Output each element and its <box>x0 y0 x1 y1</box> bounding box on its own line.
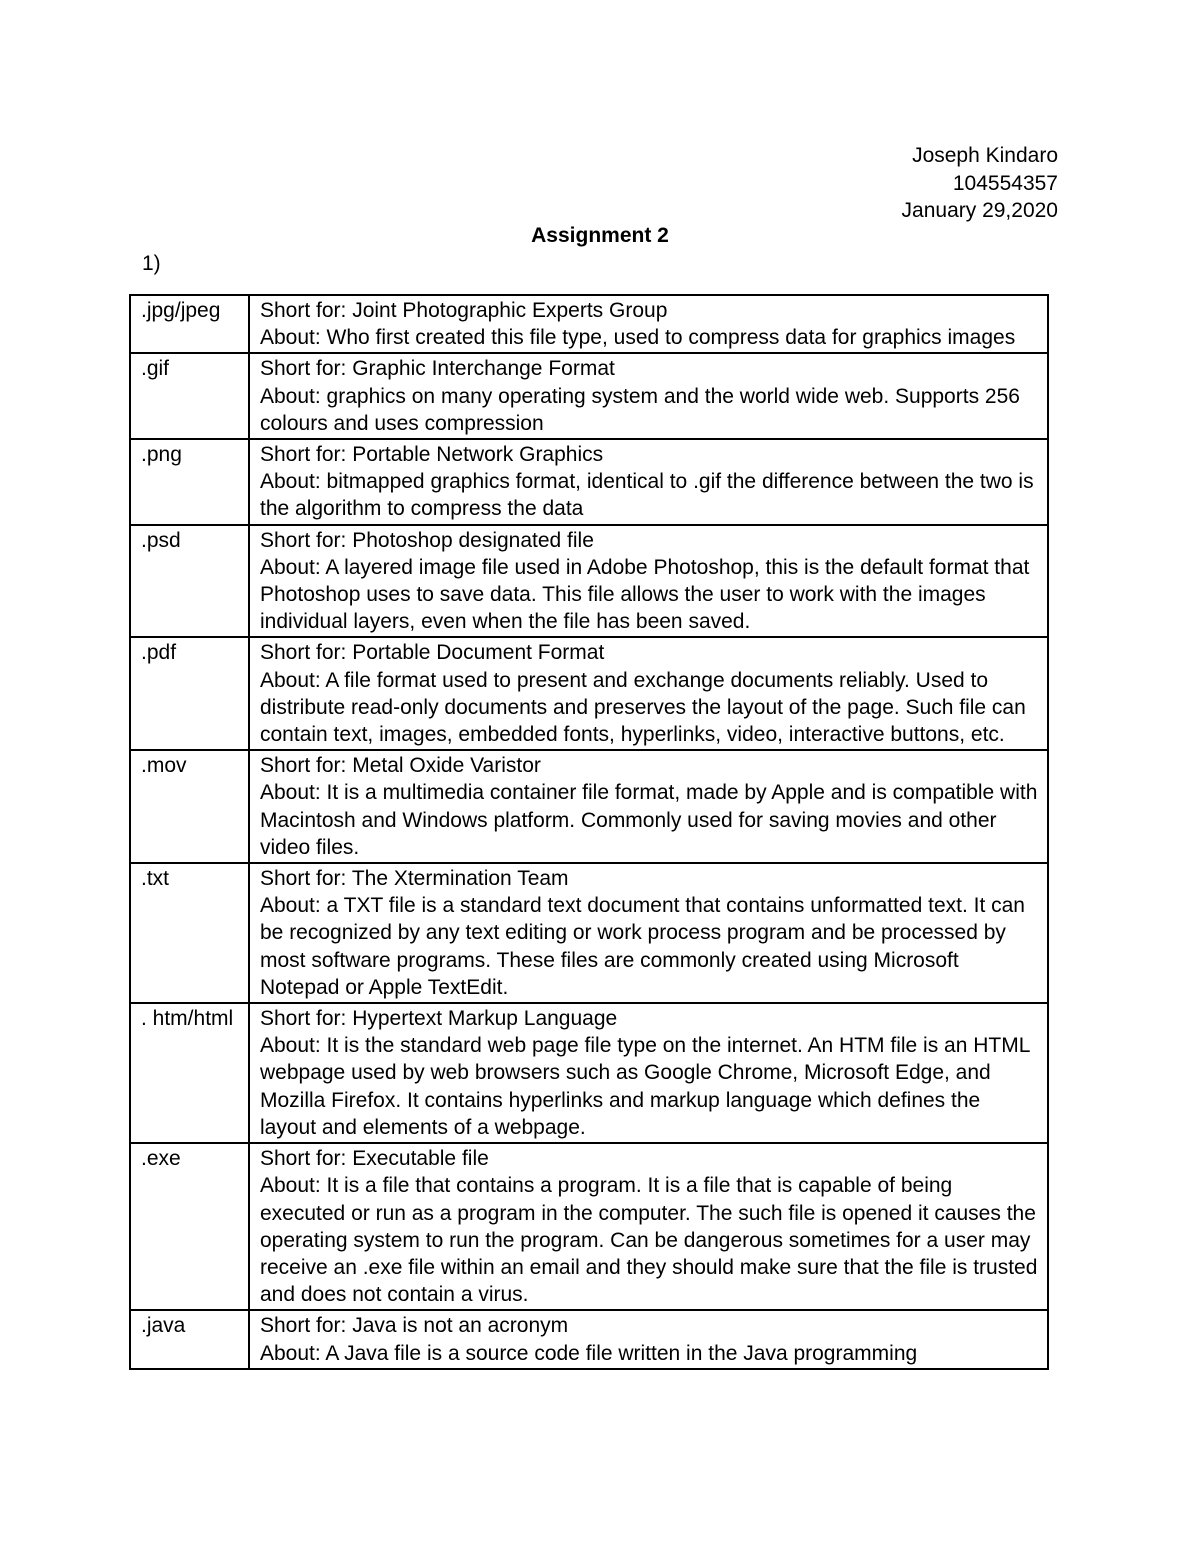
author-name: Joseph Kindaro <box>912 144 1058 167</box>
file-extension-cell <box>130 1143 249 1310</box>
file-description-cell <box>249 439 1048 525</box>
table-row <box>130 750 1048 863</box>
file-extension: .png <box>141 443 182 467</box>
file-description-cell <box>249 1143 1048 1310</box>
table-row <box>130 439 1048 525</box>
file-extension-cell <box>130 439 249 525</box>
file-format-table-body <box>130 295 1048 1369</box>
table-row <box>130 353 1048 439</box>
about-text: About: bitmapped graphics format, identical to .gif the difference between the two is the algorithm to compress the data <box>260 470 1034 521</box>
short-for-text: Short for: Photoshop designated file <box>260 528 594 552</box>
table-row <box>130 1310 1048 1368</box>
file-extension-cell <box>130 750 249 863</box>
file-extension: .exe <box>141 1147 181 1171</box>
file-description-cell <box>249 637 1048 750</box>
file-extension: .txt <box>141 867 170 891</box>
table-row <box>130 863 1048 1003</box>
file-extension: .psd <box>141 528 181 552</box>
about-text: About: A Java file is a source code file written in the Java programming <box>260 1341 918 1365</box>
file-extension-cell <box>130 353 249 439</box>
about-text: About: graphics on many operating system and the world wide web. Supports 256 colours and uses compression <box>260 384 1020 435</box>
file-extension: .gif <box>141 357 170 381</box>
student-id: 104554357 <box>952 171 1058 195</box>
table-row <box>130 525 1048 638</box>
file-extension: . htm/html <box>141 1007 234 1031</box>
file-description-cell <box>249 525 1048 638</box>
file-description-cell <box>249 750 1048 863</box>
about-text: About: a TXT file is a standard text document that contains unformatted text. It can be recognized by any text editing or work process program and be processed by most software programs. These files are commonly created using Microsoft Notepad or Apple TextEdit. <box>260 894 1025 999</box>
short-for-text: Short for: Graphic Interchange Format <box>260 357 615 381</box>
short-for-text: Short for: Metal Oxide Varistor <box>260 754 541 778</box>
file-extension-cell <box>130 1310 249 1368</box>
file-extension-cell <box>130 295 249 353</box>
short-for-text: Short for: Executable file <box>260 1147 489 1171</box>
file-extension-cell <box>130 863 249 1003</box>
file-extension: .java <box>141 1314 186 1338</box>
author-header <box>902 142 1058 225</box>
file-extension-cell <box>130 525 249 638</box>
file-description-cell <box>249 353 1048 439</box>
table-row <box>130 637 1048 750</box>
file-description-cell <box>249 863 1048 1003</box>
short-for-text: Short for: Hypertext Markup Language <box>260 1007 618 1031</box>
table-row <box>130 1003 1048 1143</box>
file-format-table <box>129 294 1049 1370</box>
about-text: About: It is the standard web page file type on the internet. An HTM file is an HTML webpage used by web browsers such as Google Chrome, Microsoft Edge, and Mozilla Firefox. It contains hyperlinks and markup language which defines the layout and elements of a webpage. <box>260 1034 1030 1139</box>
about-text: About: Who first created this file type, used to compress data for graphics images <box>260 326 1016 350</box>
about-text: About: It is a file that contains a program. It is a file that is capable of being executed or run as a program in the computer. The such file is opened it causes the operating system to run the program. Can be dangerous sometimes for a user may receive an .exe file within an email and they should make sure that the file is trusted and does not contain a virus. <box>260 1174 1038 1307</box>
file-description-cell <box>249 295 1048 353</box>
table-row <box>130 295 1048 353</box>
file-description-cell <box>249 1310 1048 1368</box>
short-for-text: Short for: Java is not an acronym <box>260 1314 569 1338</box>
table-row <box>130 1143 1048 1310</box>
about-text: About: A file format used to present and exchange documents reliably. Used to distribute read-only documents and preserves the layout of the page. Such file can contain text, images, embedded fonts, hyperlinks, video, interactive buttons, etc. <box>260 668 1026 747</box>
file-description-cell <box>249 1003 1048 1143</box>
file-extension: .jpg/jpeg <box>141 299 221 322</box>
about-text: About: A layered image file used in Adobe Photoshop, this is the default format that Photoshop uses to save data. This file allows the user to work with the images individual layers, even when the file has been saved. <box>260 555 1030 634</box>
document-title: Assignment 2 <box>531 224 669 247</box>
file-extension: .pdf <box>141 641 177 665</box>
file-extension-cell <box>130 637 249 750</box>
short-for-text: Short for: Portable Document Format <box>260 641 605 665</box>
file-extension: .mov <box>141 754 187 778</box>
short-for-text: Short for: Portable Network Graphics <box>260 443 604 467</box>
short-for-text: Short for: Joint Photographic Experts Group <box>260 299 668 322</box>
about-text: About: It is a multimedia container file format, made by Apple and is compatible with Macintosh and Windows platform. Commonly used for saving movies and other video files. <box>260 781 1038 859</box>
short-for-text: Short for: The Xtermination Team <box>260 867 569 891</box>
file-extension-cell <box>130 1003 249 1143</box>
document-date: January 29,2020 <box>901 199 1058 222</box>
question-number: 1) <box>142 252 161 275</box>
